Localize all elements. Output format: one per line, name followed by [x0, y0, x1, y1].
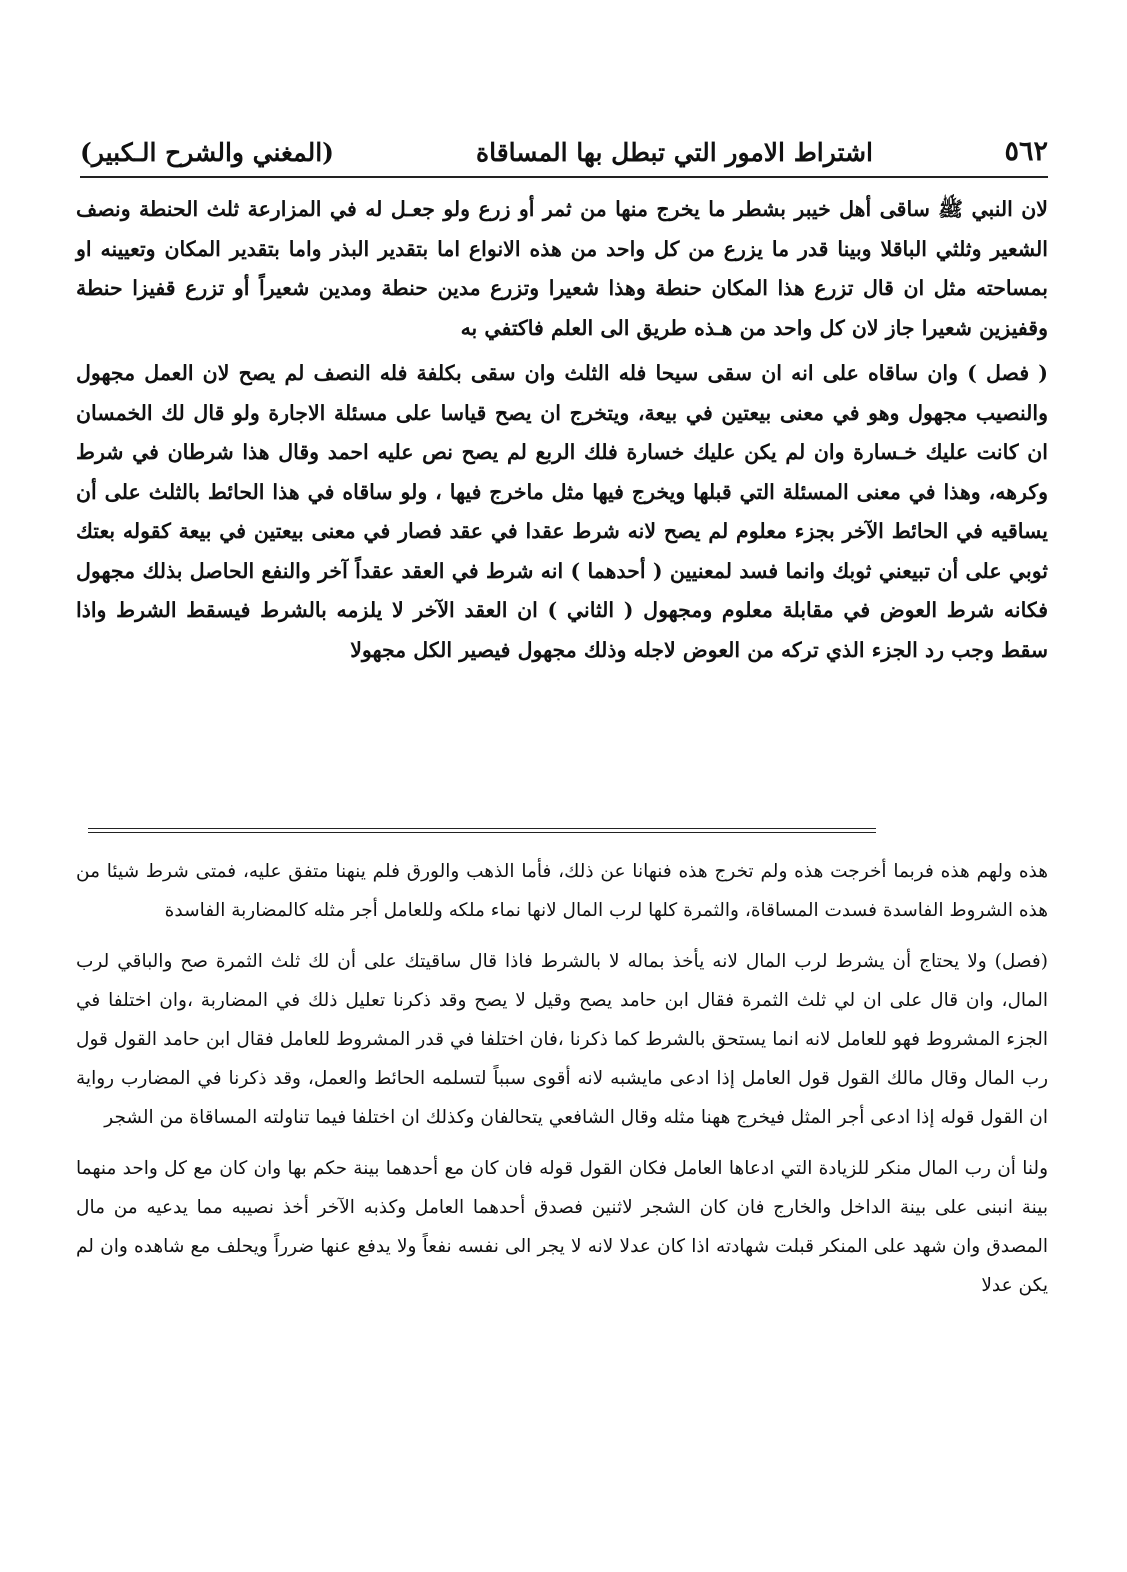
main-text: [76, 190, 1048, 670]
main-paragraph-2: ( فصل ) وان ساقاه على انه ان سقى سيحا فله الثلث وان سقى بكلفة فله النصف لم يصح لان العمل مجهول والنصيب مجهول وهو في معنى بيعتين في بيعة، ويتخرج ان يصح قياسا على مسئلة الاجارة ولو قال لك الخمسان ان كانت عليك خـسارة وان لم يكن عليك خسارة فلك الربع لم يصح نص عليه احمد وقال هذا شرطان في شرط وكرهه، وهذا في معنى المسئلة التي قبلها ويخرج فيها مثل ماخرج فيها ، ولو ساقاه في هذا الحائط بالثلث على أن يساقيه في الحائط الآخر بجزء معلوم لم يصح لانه شرط عقدا في عقد فصار في معنى بيعتين في بيعة كقوله بعتك ثوبي على أن تبيعني ثوبك وانما فسد لمعنيين ( أحدهما ) انه شرط في العقد عقداً آخر والنفع الحاصل بذلك مجهول فكانه شرط العوض في مقابلة معلوم ومجهول ( الثاني ) ان العقد الآخر لا يلزمه بالشرط فيسقط الشرط واذا سقط وجب رد الجزء الذي تركه من العوض لاجله وذلك مجهول فيصير الكل مجهولا: [76, 361, 1048, 662]
header-rule: [80, 176, 1048, 178]
page-header: [80, 132, 1048, 180]
section-title: اشتراط الامور التي تبطل بها المساقاة: [476, 138, 873, 167]
section-divider: [88, 828, 876, 833]
book-title: (المغني والشرح الـكبير): [80, 138, 334, 167]
commentary-text: [76, 852, 1048, 1305]
main-paragraph-1: لان النبي ﷺ ساقى أهل خيبر بشطر ما يخرج منها من ثمر أو زرع ولو جعـل له في المزارعة ثلث الحنطة ونصف الشعير وثلثي الباقلا وبينا قدر ما يزرع من كل واحد من هذه الانواع اما بتقدير البذر واما بتقدير المكان وتعيينه او بمساحته مثل ان قال تزرع هذا المكان حنطة وهذا شعيرا وتزرع مدين حنطة ومدين شعيراً أو تزرع قفيزا حنطة وقفيزين شعيرا جاز لان كل واحد من هـذه طريق الى العلم فاكتفي به: [76, 197, 1048, 340]
commentary-paragraph-3: ولنا أن رب المال منكر للزيادة التي ادعاها العامل فكان القول قوله فان كان مع أحدهما بينة حكم بها وان كان مع كل واحد منهما بينة انبنى على بينة الداخل والخارج فان كان الشجر لاثنين فصدق أحدهما العامل وكذبه الآخر أخذ نصيبه مما يدعيه من مال المصدق وان شهد على المنكر قبلت شهادته اذا كان عدلا لانه لا يجر الى نفسه نفعاً ولا يدفع عنها ضرراً ويحلف مع شاهده وان لم يكن عدلا: [76, 1158, 1048, 1296]
page-number: ٥٦٢: [1004, 136, 1048, 167]
commentary-paragraph-1: هذه ولهم هذه فربما أخرجت هذه ولم تخرج هذه فنهانا عن ذلك، فأما الذهب والورق فلم ينهنا متفق عليه، فمتى شرط شيئا من هذه الشروط الفاسدة فسدت المساقاة، والثمرة كلها لرب المال لانها نماء ملكه وللعامل أجر مثله كالمضاربة الفاسدة: [76, 861, 1048, 921]
commentary-paragraph-2: (فصل) ولا يحتاج أن يشرط لرب المال لانه يأخذ بماله لا بالشرط فاذا قال ساقيتك على أن لك ثلث الثمرة صح والباقي لرب المال، وان قال على ان لي ثلث الثمرة فقال ابن حامد يصح وقيل لا يصح وقد ذكرنا تعليل ذلك في المضاربة ،وان اختلفا في الجزء المشروط فهو للعامل لانه انما يستحق بالشرط كما ذكرنا ،فان اختلفا في قدر المشروط للعامل فقال ابن حامد القول قول رب المال وقال مالك القول قول العامل إذا ادعى مايشبه لانه أقوى سبباً لتسلمه الحائط والعمل، وقد ذكرنا في المضارب رواية ان القول قوله إذا ادعى أجر المثل فيخرج ههنا مثله وقال الشافعي يتحالفان وكذلك ان اختلفا فيما تناولته المساقاة من الشجر: [76, 951, 1048, 1128]
